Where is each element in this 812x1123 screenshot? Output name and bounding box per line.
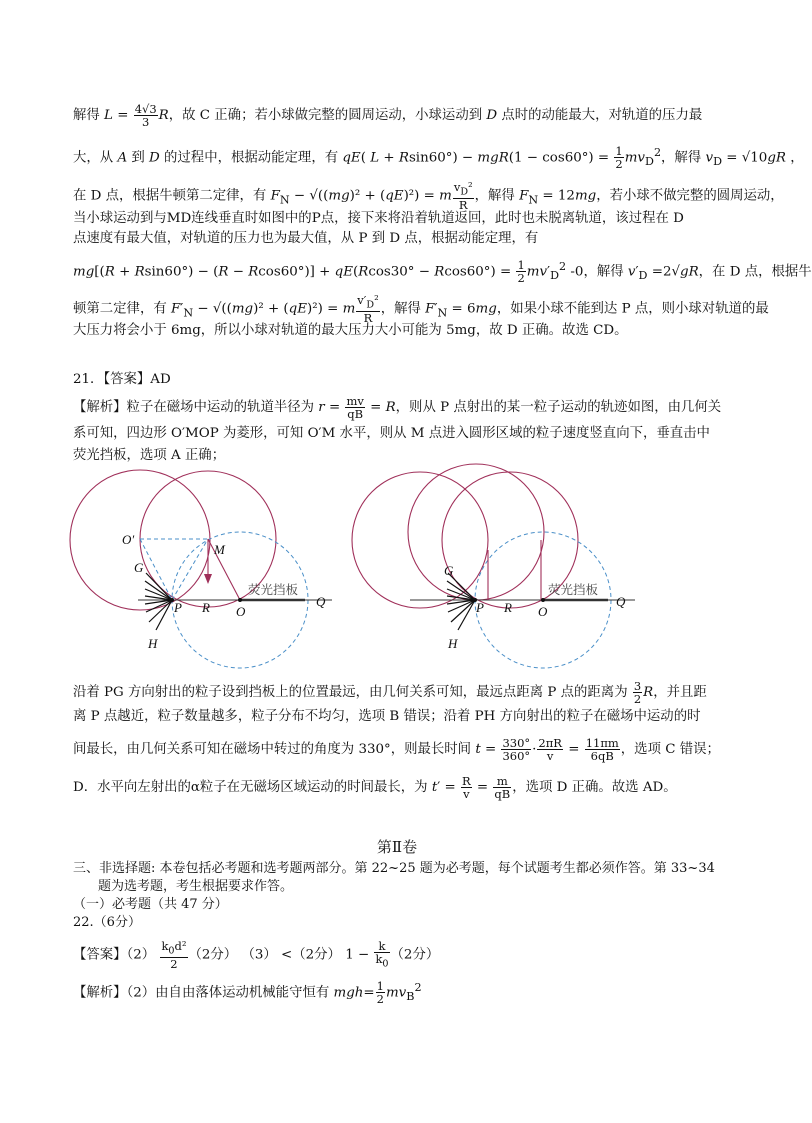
text-line: 大压力将会小于 6mg，所以小球对轨道的最大压力大小可能为 5mg，故 D 正确。故选 CD。 [73, 323, 628, 338]
text-line: mg[(R + Rsin60°) − (R − Rcos60°)] + qE(Rcos30° − Rcos60°) = $\frac{1}{2}$ $mv'_D^2$ -0，解得 $v'_D =2√gR$，在 D 点，根据牛 [73, 258, 812, 286]
magnetic-field-figure [0, 460, 794, 660]
text-line: 大，从 A 到 D 的过程中，根据动能定理，有 qE( L + Rsin60°) − mgR(1 − cos60°) = $\frac{1}{2}$ $mv_D^2$，解得 $v_D = √10gR$ ， [73, 144, 804, 172]
label-r: R [202, 600, 210, 615]
text-line: 22.（6分） [73, 915, 141, 930]
label-h: H [148, 636, 158, 651]
text-line: 沿着 PG 方向射出的粒子设到挡板上的位置最远，由几何关系可知，最远点距离 P 点的距离为 $\frac{3}{2}$ R，并且距 [73, 679, 707, 706]
text-line: D．水平向左射出的α粒子在无磁场区域运动的时间最长，为 t′ = $\frac{R}{v}$ = $\frac{m}{qB}$ ，选项 D 正确。故选 AD。 [73, 774, 677, 801]
figure-left [70, 470, 332, 668]
label-o: O [538, 604, 548, 619]
label-m: M [214, 542, 225, 557]
dashed-line [172, 539, 208, 600]
text-line: 荧光挡板，选项 A 正确； [73, 448, 226, 463]
text-line: 顿第二定律，有 $F'_N - √((mg)^2 + (qE)^2) = m$ $\frac{v'_D^2}{R}$ ，解得 $F'_N = 6mg$，如果小球不能到达 P 点，则小球对轨道的最 [73, 293, 769, 326]
dashed-line [140, 539, 172, 600]
label-q: Q [316, 594, 326, 609]
label-q: Q [616, 594, 626, 609]
label-o-prime: O′ [122, 532, 135, 547]
section-title: 第Ⅱ卷 [376, 838, 418, 856]
label-h: H [448, 636, 458, 651]
text-line: 在 D 点，根据牛顿第二定律，有 $F_N - √((mg)^2 + (qE)^2) = m$ $\frac{v_D^2}{R}$ ，解得 $F_N = 12mg$，若小球不做完整的圆周运动， [73, 180, 784, 213]
text-line: 【解析】粒子在磁场中运动的轨道半径为 r = $\frac{mv}{qB}$ = R，则从 P 点射出的某一粒子运动的轨迹如图，由几何关 [73, 394, 722, 421]
text-line: 三、非选择题: 本卷包括必考题和选考题两部分。第 22~25 题为必考题，每个试题考生都必须作答。第 33~34 [73, 861, 715, 876]
label-o: O [236, 604, 246, 619]
trajectory-circle [408, 464, 544, 600]
answer-line: 【答案】（2） $\frac{k_0d^2}{2}$ （2分） （3） <（2分） 1 − $\frac{k}{k_0}$ （2分） [73, 939, 440, 972]
label-screen: 荧光挡板 [548, 583, 599, 597]
text-line: 点速度有最大值，对轨道的压力也为最大值，从 P 到 D 点，根据动能定理，有 [73, 231, 539, 246]
answer-line: 21．【答案】AD [73, 372, 171, 387]
trajectory-circle [352, 472, 488, 608]
label-p: P [476, 600, 484, 615]
label-g: G [134, 560, 144, 575]
text-line: 解得 L = $\frac{4√3}{3}$ R，故 C 正确；若小球做完整的圆周运动，小球运动到 D 点时的动能最大，对轨道的压力最 [73, 102, 703, 129]
text-line: 离 P 点越近，粒子数量越多，粒子分布不均匀，选项 B 错误；沿着 PH 方向射出的粒子在磁场中运动的时 [73, 709, 701, 724]
text-line: 间最长，由几何关系可知在磁场中转过的角度为 330°，则最长时间 t = $\frac{330^\circ}{360^\circ}$ · $\frac{2\pi R}{v}$ = $\frac{11\pi m}{6qB}$ ，选项 C 错误； [73, 736, 720, 763]
figure-right [352, 464, 635, 668]
text-line: 系可知，四边形 O′MOP 为菱形，可知 O′M 水平，则从 M 点进入圆形区域的粒子速度竖直向下，垂直击中 [73, 426, 710, 441]
text-line: 题为选考题，考生根据要求作答。 [98, 879, 294, 894]
label-screen: 荧光挡板 [248, 583, 299, 597]
label-g: G [444, 563, 454, 578]
text-line: （一）必考题（共 47 分） [73, 897, 228, 912]
label-r: R [504, 600, 512, 615]
label-p: P [174, 600, 182, 615]
text-line: 当小球运动到与MD连线垂直时如图中的P点，接下来将沿着轨道返回，此时也未脱离轨道，该过程在 D [73, 211, 684, 226]
arrow-head [204, 574, 212, 584]
text-line: 【解析】（2）由自由落体运动机械能守恒有 mgh= $\frac{1}{2}$ $mv_B^2$ [73, 979, 422, 1007]
